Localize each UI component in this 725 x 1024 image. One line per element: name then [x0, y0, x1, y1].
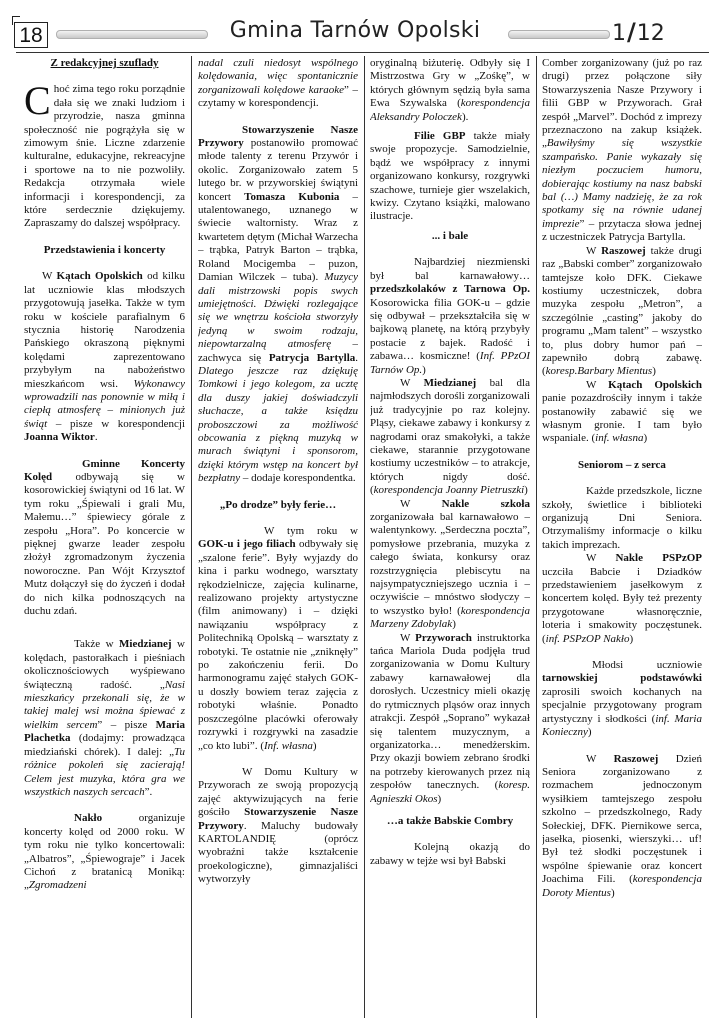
drop-cap: C: [24, 78, 51, 124]
column-divider: [191, 56, 192, 1018]
article-paragraph: Filie GBP także miały swoje propozycje. Samodzielnie, bądź we współpracy z innymi organizowano konkursy, rozgrywki szachowe, turnieje gier wszelakich, kwizy. Czytano książki, malowano ilustracje.: [370, 130, 530, 223]
issue-slash: /: [627, 18, 636, 46]
section-title: Z redakcyjnej szuflady: [50, 57, 159, 69]
column-3: [370, 57, 530, 1019]
article-paragraph: W Nakle szkoła zorganizowała bal karnawałowo – walentynkowy. „Serdeczna poczta”, pomysłowe przebrania, muzyka z całego świata, konkursy oraz rozstrzygnięcia plebiscytu na najsympatyczniejszego ucznia i – oczywiście – mnóstwo słodyczy – to wszystko było! (korespondencja Marzeny Zdobylak): [370, 497, 530, 631]
issue-number: [612, 18, 665, 46]
article-paragraph: Nakło organizuje koncerty kolęd od 2000 roku. W tym roku nie tylko koncertowali: „Albatros”, „Śpiewograje” i Jacek Cichoń z bratanicą Moniką: „Zgromadzeni: [24, 812, 185, 892]
decorative-bar-left: [56, 30, 208, 39]
article-paragraph: W Kątach Opolskich od kilku lat uczniowie klas młodszych przygotowują jasełka. Także w tym roku w kościele parafialnym 6 stycznia historię Narodzenia Pańskiego okraszoną pięknymi kolędami zaprezentowano przybyłym na nabożeństwo mieszkańcom wsi. Wykonawcy wprowadzili nas ponownie w miłą i ciepłą atmosferę – minionych już świąt – pisze w korespondencji Joanna Wiktor.: [24, 270, 185, 444]
section-title: Przedstawienia i koncerty: [43, 243, 166, 256]
section-title: „Po drodze” były ferie…: [219, 498, 337, 511]
article-paragraph: Także w Miedzianej w kolędach, pastorałkach i pieśniach okolicznościowych wyśpiewano świąteczną radość. „Nasi mieszkańcy przekonali się, że w takiej malej wsi można śpiewać z wielkim sercem” – pisze Maria Plachetka (dodajmy: prowadząca miedziański chórek). I dalej: „Tu różnice pokoleń się zacierają! Celem jest muzyka, która gra we wszystkich naszych sercach”.: [24, 638, 185, 798]
article-paragraph: Gminne Koncerty Kolęd odbywają się w kosorowickiej świątyni od 16 lat. W tym roku „Śpiewali i grali Mu, Małemu…” śpiewiecy górale z zespołu „Hora”. Po koncercie w pięknej gwarze leader zespołu złożył zgromadzonym życzenia noworoczne. Pan Wójt Krzysztof Mutz dołączył się do życzeń i dodał do nich kilka podnoszących na duchu zdań.: [24, 457, 185, 618]
article-paragraph: Comber zorganizowany (już po raz drugi) przez połączone siły Stowarzyszenia Nasze Przywory i filii GBP w Przyworach. Grał zespół „Marvel”. Dochód z imprezy przeznaczono na zakup książek. „Bawiłyśmy się wszystkie szampańsko. Panie wykazały się niezłym poczuciem humoru, dobierając kostiumy na nasz babski bal (…) Mamy nadzieję, że za rok spotkamy się na równie udanej imprezie” – przytacza słowa jednej z uczestniczek Patrycja Bartylla.: [542, 57, 702, 244]
decorative-bar-right: [508, 30, 610, 39]
column-divider: [536, 56, 537, 1018]
masthead-title: Gmina Tarnów Opolski: [229, 18, 481, 43]
section-title: Seniorom – z serca: [578, 458, 666, 471]
header-rule: [16, 52, 709, 53]
section-title: ... i bale: [431, 229, 469, 242]
article-paragraph: Każde przedszkole, liczne szkoły, świetlice i biblioteki organizują Dni Seniora. Otrzymaliśmy informacje o kilku takich imprezach.: [542, 485, 702, 551]
article-paragraph: Stowarzyszenie Nasze Przywory postanowiło promować młode talenty z terenu Przywór i okolic. Zorganizowało zatem 5 lutego br. w przyworskiej świątyni koncert Tomasza Kubonia – utalentowanego, uznanego w świecie waltornisty. Wraz z kwartetem dętym (Michał Warzecha – trąbka, Patryk Barton – trąbka, Roland Mocigemba – puzon, Damian Wilczek – tuba). Muzycy dali mistrzowski popis swych umiejętności. Dźwięki rozlegające się we wnętrzu kościoła stworzyły jedyną w swoim rodzaju, niepowtarzalną atmosferę – zachwyca się Patrycja Bartylla. Dlatego jeszcze raz dziękuję Tomkowi i jego kolegom, za ucztę dla duszy jakiej doświadczyli słuchacze, a także księdzu proboszczowi za możliwość obcowania z piękną muzyką w murach świątyni i sponsorom, dzięki którym wstęp na koncert był bezpłatny – dodaje korespondentka.: [198, 123, 358, 485]
section-title: …a także Babskie Combry: [386, 814, 514, 827]
page-number: 18: [14, 22, 48, 48]
article-paragraph: W Przyworach instruktorka tańca Mariola Duda podjęła trud zorganizowania w Domu Kultury zabawy karnawałowej dla dorosłych. Uczestnicy mieli okazję do rytmicznych pląsów oraz innych atrakcji. Zespół „Soprano” wykazał się talentem muzycznym, a organizatorka… menedżerskim. Przy okazji bowiem zebrano środki na potrzeby kierowanych przez nią zespołów tanecznych. (koresp. Agnieszki Okos): [370, 631, 530, 805]
article-paragraph: Choć zima tego roku porządnie dała się we znaki ludziom i przyrodzie, nasza gminna społeczność nie pogrążyła się w zimowym śnie. Liczne zdarzenie kulturalne, edukacyjne, rekreacyjne i sportowe na to nie pozwoliły. Redakcja otrzymała wiele informacji i korespondencji, za które serdecznie dziękujemy. Zapraszamy do dalszej współpracy.: [24, 78, 185, 230]
column-1: [24, 57, 185, 1019]
article-paragraph: nadal czuli niedosyt wspólnego kolędowania, więc spontanicznie zorganizowali kolędowe karaoke” – czytamy w korespondencji.: [198, 57, 358, 110]
issue-number-right: 12: [636, 21, 665, 46]
article-paragraph: Kolejną okazją do zabawy w tejże wsi był Babski: [370, 841, 530, 867]
article-paragraph: W Miedzianej bal dla najmłodszych dorośli zorganizowali już tradycyjnie po raz kolejny. Pląsy, ciekawe zabawy i konkursy z nagrodami oraz smakołyki, a także ciekawe, starannie przygotowane kostiumy uczestników – to atrakcje, których nigdy dość. (korespondencja Joanny Pietruszki): [370, 376, 530, 497]
column-4: [542, 57, 702, 1019]
article-paragraph: Młodsi uczniowie tarnowskiej podstawówki zaprosili swoich kochanych na specjalnie przygotowany program artystyczny i słodkości (inf. Maria Konieczny): [542, 659, 702, 739]
article-paragraph: W Raszowej Dzień Seniora zorganizowano z rozmachem jednoczonym wysiłkiem tamtejszego zespołu szkolno – przedszkolnego, Rady Sołeckiej, DFK. Piernikowe serca, jasełka, piosenki, wierszyki… uf! Był też słodki poczęstunek i wspólne śpiewanie oraz koncert Joachima Fili. (korespondencja Doroty Mientus): [542, 752, 702, 899]
article-paragraph: W Kątach Opolskich panie pozazdrościły innym i także postanowiły zabawić się we własnym gronie. I tam było wspaniale. (inf. własna): [542, 378, 702, 445]
page-header: [0, 0, 725, 56]
column-2: [198, 57, 358, 1019]
column-divider: [364, 56, 365, 1018]
article-paragraph: oryginalną biżuterię. Odbyły się I Mistrzostwa Gry w „Zośkę”, w których głównym sędzią była sama Ewa Szywalska (korespondencja Aleksandry Poloczek).: [370, 57, 530, 123]
article-paragraph: W tym roku w GOK-u i jego filiach odbywały się „szalone ferie”. Były wyjazdy do kina i parku wodnego, warsztaty rękodzielnicze, zajęcia kulinarne, realizowano projekty artystyczne (film animowany) i – dzięki nawiązaniu współpracy z Politechniką Opolską – warsztaty z robotyki. Te ostatnie nie „zniknęły” po zakończeniu ferii. Do harmonogramu zajęć stałych GOK-u doszły bowiem teraz zajęcia z robotyki właśnie. Ponadto poszczególne placówki oferowały rozrywki i rozgrywki na zasadzie „co kto lubi”. (Inf. własna): [198, 525, 358, 752]
article-paragraph: W Domu Kultury w Przyworach ze swoją propozycją zajęć aktywizujących na ferie gościło Stowarzyszenie Nasze Przywory. Maluchy budowały KARTOLANDIĘ (oprócz wyobraźni także kształcenie proekologiczne), gimnazjaliści wytworzyły: [198, 765, 358, 886]
article-paragraph: W Raszowej także drugi raz „Babski comber” zorganizowało tamtejsze koło DFK. Ciekawe kostiumy uczestniczek, dobra muzyka zespołu „Metron”, a szczególnie „casting” jakoby do programu „Mam talent” – wszystko to, plus dobry humor pań – zapewniło dobrą zabawę. (koresp.Barbary Mientus): [542, 244, 702, 378]
issue-number-left: 1: [612, 21, 626, 46]
article-paragraph: W Nakle PSPzOP uczciła Babcie i Dziadków przedstawieniem jasełkowym z koncertem kolęd. Były też prezenty przygotowane własnoręcznie, loteria i smakowity poczęstunek. (inf. PSPzOP Nakło): [542, 552, 702, 645]
article-paragraph: Najbardziej niezmienski był bal karnawałowy… przedszkolaków z Tarnowa Op. Kosorowicka filia GOK-u – gdzie się odbywał – przekształciła się w bajkową planetę, na którą przybyły postacie z bajek. Radość i zabawa… kosmiczne! (Inf. PPzOI Tarnów Op.): [370, 256, 530, 376]
